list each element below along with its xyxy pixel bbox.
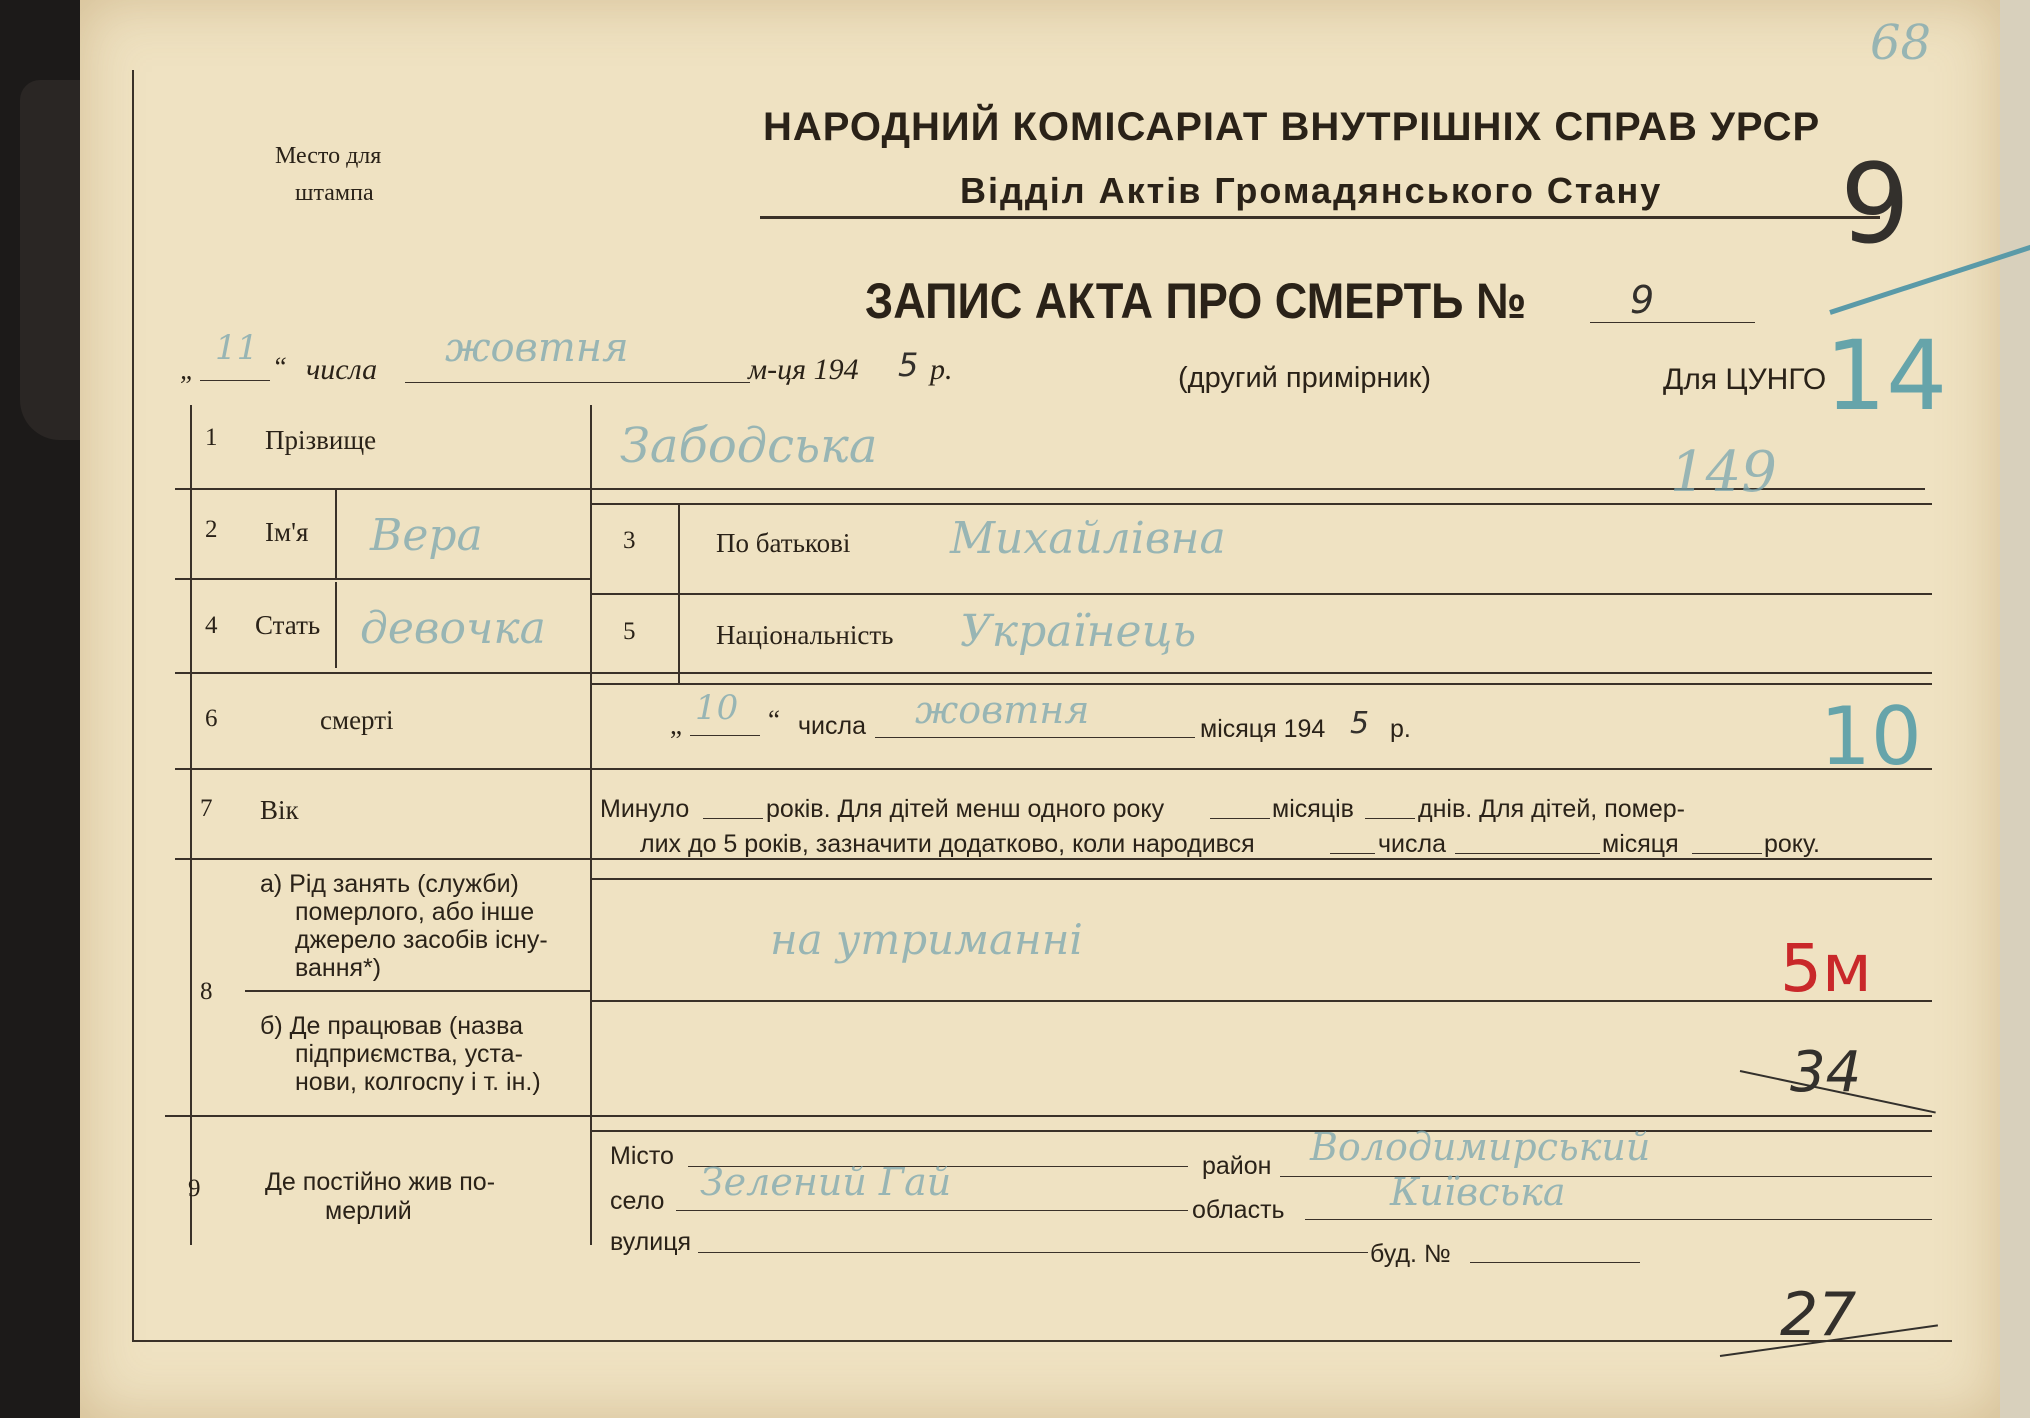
date-mtsia-label: м-ця 194 [748,353,859,386]
city-label: Місто [610,1142,674,1170]
date-day: 11 [215,328,259,368]
margin-note-9: 9 [1840,140,1910,268]
margin-note-14: 14 [1825,320,1948,432]
row-4-number: 4 [205,612,218,639]
record-number-line [1590,322,1755,323]
margin-note-149: 149 [1670,440,1777,505]
age-line1-d: днів. Для дітей, помер- [1418,795,1685,823]
district-value: Володимирський [1310,1125,1651,1169]
margin-note-5m: 5м [1780,930,1872,1007]
workplace-label-b3: нови, колгоспу і т. ін.) [295,1068,541,1096]
row-7-number: 7 [200,795,213,822]
nationality-value: Українець [960,606,1197,657]
occupation-label-a1: а) Рід занять (служби) [260,870,519,898]
residence-label-1: Де постійно жив по- [265,1168,496,1196]
house-label: буд. № [1370,1240,1451,1268]
ministry-title: НАРОДНИЙ КОМІСАРІАТ ВНУТРІШНІХ СПРАВ УРСР [763,105,1821,149]
age-line1-b: років. Для дітей менш одного року [766,795,1165,823]
age-label: Вік [260,795,299,825]
row-1-number: 1 [205,424,218,451]
occupation-label-a2: померлого, або інше [295,898,535,926]
record-number: 9 [1630,278,1655,322]
header-rule [760,216,1880,219]
nationality-label: Національність [716,620,894,650]
sex-label: Стать [255,610,321,640]
margin-note-68: 68 [1870,15,1932,71]
occupation-value: на утриманні [770,915,1083,964]
occupation-label-a4: вання*) [295,954,382,982]
age-line2-d: року. [1764,830,1820,858]
stamp-place-line1: Место для [275,143,382,169]
age-line2-b: числа [1378,830,1446,858]
record-title: ЗАПИС АКТА ПРО СМЕРТЬ № [865,273,1527,329]
row-2-number: 2 [205,516,218,543]
row-8-number: 8 [200,978,213,1005]
village-label: село [610,1187,665,1215]
margin-note-27: 27 [1780,1280,1857,1350]
surname-label: Прізвище [265,425,377,455]
death-year-digit: 5 [1350,706,1370,741]
workplace-label-b1: б) Де працював (назва [260,1012,524,1040]
age-line1-c: місяців [1272,795,1354,823]
bottom-border [132,1340,1952,1342]
row-9-number: 9 [188,1175,201,1202]
street-label: вулиця [610,1228,692,1256]
death-day-value: 10 [695,688,739,728]
patronymic-label: По батькові [716,528,851,558]
age-line1-a: Минуло [600,795,690,823]
margin-note-10: 10 [1820,690,1922,783]
surname-value: Забодська [620,418,878,474]
workplace-label-b2: підприємства, уста- [295,1040,523,1068]
sex-value: девочка [360,603,546,654]
date-chysla-label: числа [306,353,378,386]
col-label-divider [590,405,592,1245]
age-line2-a: лих до 5 років, зазначити додатково, коли народився [640,830,1255,858]
left-border [132,70,134,1340]
district-label: район [1202,1152,1272,1180]
first-name-label: Ім'я [265,517,309,547]
region-label: область [1192,1196,1285,1224]
village-value: Зелений Гай [700,1160,952,1204]
death-r-label: р. [1390,715,1411,743]
for-label: Для ЦУНГО [1663,363,1827,396]
patronymic-value: Михайлівна [950,513,1226,564]
margin-note-34: 34 [1790,1040,1862,1105]
date-year-digit: 5 [898,346,919,384]
age-line2-c: місяця [1602,830,1679,858]
date-r-label: р. [930,353,953,386]
col-number-divider [190,405,192,1245]
region-value: Київська [1390,1170,1566,1214]
date-month: жовтня [445,325,629,371]
occupation-label-a3: джерело засобів існу- [295,926,548,954]
death-month-value: жовтня [915,688,1090,732]
row-6-number: 6 [205,705,218,732]
death-chysla-label: числа [798,712,866,740]
department-title: Відділ Актів Громадянського Стану [960,170,1663,211]
death-record-form: Место для штампа НАРОДНИЙ КОМІСАРІАТ ВНУТРІШНІХ СПРАВ УРСР Відділ Актів Громадянського Стану ЗАПИС АКТА ПРО СМЕРТЬ № 9 „ 11 “ числа жовтня м-ця 194 5 р. (другий примірник) Для ЦУНГО 1 2 3 4 5 6 7 8 9 Прізвище Ім'я По батькові Стать Національність смерті Вік Забодська Вера Михайлівна девочка Українець „ 10 “ числа жовтня місяця 194 5 р. Минуло років. Для дітей менш одного року місяців днів. Для дітей, помер- лих до 5 років, зазначити додатково, коли народився числа місяця року. а) Рід занять (служби) померлого, або інше джерело засобів існу- вання*) б) Де працював (назва підприємства, уста- нови, колгоспу і т. ін.) на утриманні Де постійно жив по- мерлий Місто район Володимирський село Зелений Гай область Київська вулиця буд. № 68 9 14 149 10 5м 34 27 [80,0,2000,1418]
death-date-label: смерті [320,705,394,735]
first-name-value: Вера [370,510,483,561]
row-5-number: 5 [623,618,636,645]
stamp-place-line2: штампа [295,180,374,206]
residence-label-2: мерлий [325,1197,412,1225]
death-misiatsia-label: місяця 194 [1200,715,1326,743]
row-3-number: 3 [623,527,636,554]
copy-label: (другий примірник) [1178,362,1432,394]
